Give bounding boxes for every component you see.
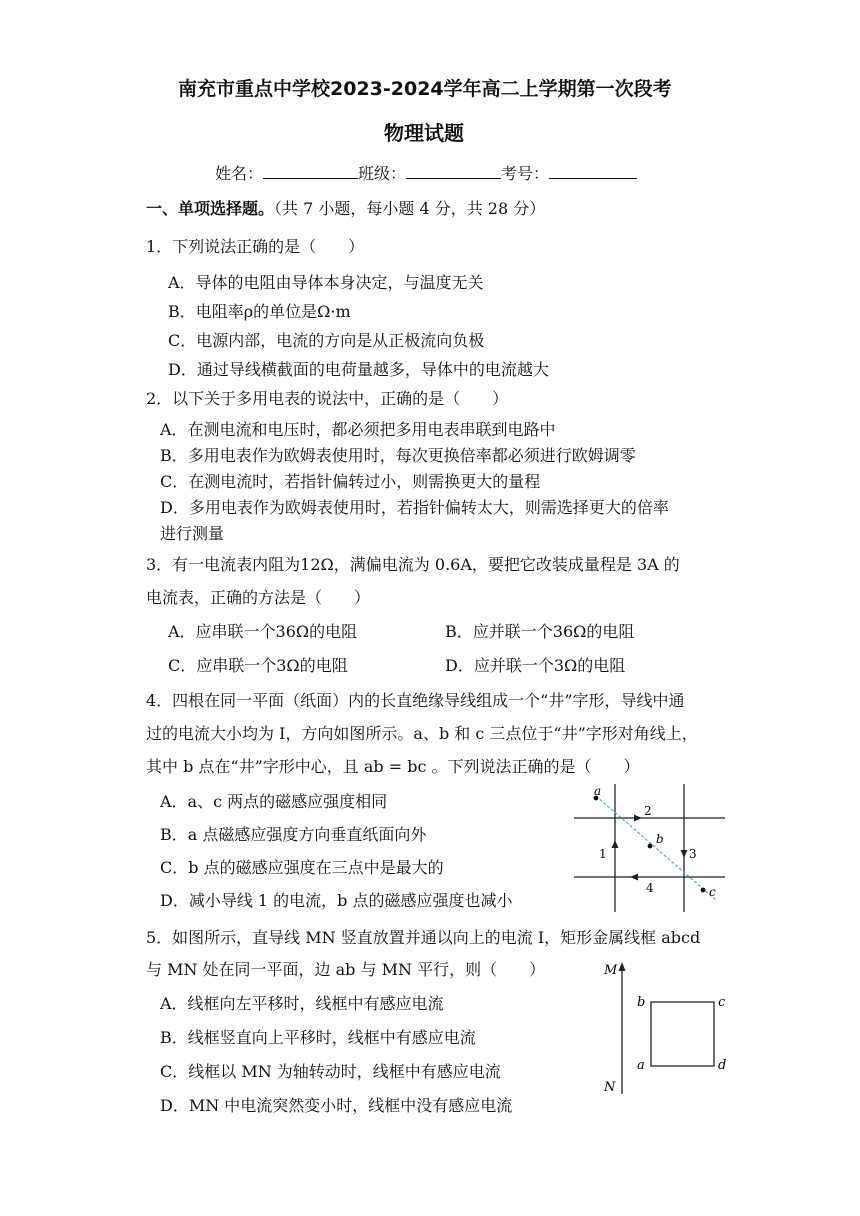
label-b: b bbox=[637, 995, 646, 1010]
class-blank bbox=[406, 162, 501, 179]
label-a: a bbox=[594, 784, 602, 798]
q5-option-a: A．线框向左平移时，线框中有感应电流 bbox=[160, 994, 444, 1013]
wire-1-arrow bbox=[612, 840, 619, 848]
q2-option-d-line1: D．多用电表作为欧姆表使用时，若指针偏转太大，则需选择更大的倍率 bbox=[160, 498, 669, 517]
wire-3-arrow bbox=[681, 850, 688, 858]
section-heading-bold: 一、单项选择题。 bbox=[146, 199, 275, 218]
q1-option-b: B．电阻率ρ的单位是Ω·m bbox=[168, 302, 351, 321]
q1-option-d: D．通过导线横截面的电荷量越多，导体中的电流越大 bbox=[168, 360, 549, 379]
q2-option-a: A．在测电流和电压时，都必须把多用电表串联到电路中 bbox=[160, 420, 556, 439]
q3-stem-line2: 电流表，正确的方法是（ ） bbox=[146, 588, 371, 607]
label-c: c bbox=[718, 995, 726, 1010]
q4-stem-line2: 过的电流大小均为 I，方向如图所示。a、b 和 c 三点位于“井”字形对角线上， bbox=[146, 724, 698, 743]
point-c-dot bbox=[701, 888, 706, 893]
label-m: M bbox=[604, 963, 618, 978]
wire-4-arrow bbox=[630, 874, 638, 881]
q4-stem-line3: 其中 b 点在“井”字形中心，且 ab = bc 。下列说法正确的是（ ） bbox=[146, 757, 640, 776]
q5-stem-line1: 5．如图所示，直导线 MN 竖直放置并通以向上的电流 I，矩形金属线框 abcd bbox=[146, 928, 701, 947]
q4-option-c: C．b 点的磁感应强度在三点中是最大的 bbox=[160, 858, 444, 877]
q5-option-c: C．线框以 MN 为轴转动时，线框中有感应电流 bbox=[160, 1062, 501, 1081]
q3-stem-line1: 3．有一电流表内阻为12Ω，满偏电流为 0.6A，要把它改装成量程是 3A 的 bbox=[146, 555, 680, 574]
label-n: N bbox=[604, 1080, 616, 1095]
q3-option-a: A．应串联一个36Ω的电阻 bbox=[168, 622, 358, 641]
student-info-row bbox=[215, 162, 637, 185]
label-wire-1: 1 bbox=[599, 847, 607, 861]
wire-2-arrow bbox=[634, 815, 642, 822]
q5-option-d: D．MN 中电流突然变小时，线框中没有感应电流 bbox=[160, 1096, 513, 1115]
q3-option-b: B．应并联一个36Ω的电阻 bbox=[445, 622, 635, 641]
q4-well-figure bbox=[570, 784, 730, 914]
label-wire-4: 4 bbox=[646, 881, 654, 895]
rect-frame-abcd bbox=[651, 1002, 714, 1066]
q5-stem-line2: 与 MN 处在同一平面，边 ab 与 MN 平行，则（ ） bbox=[146, 960, 546, 979]
q5-wire-frame-figure bbox=[596, 958, 736, 1098]
q5-option-b: B．线框竖直向上平移时，线框中有感应电流 bbox=[160, 1028, 476, 1047]
q4-option-a: A．a、c 两点的磁感应强度相同 bbox=[160, 792, 388, 811]
q4-option-d: D．减小导线 1 的电流，b 点的磁感应强度也减小 bbox=[160, 891, 513, 910]
q4-option-b: B．a 点磁感应强度方向垂直纸面向外 bbox=[160, 825, 427, 844]
name-label: 姓名： bbox=[215, 164, 264, 183]
q2-option-d-line2: 进行测量 bbox=[160, 524, 225, 543]
point-b-dot bbox=[648, 844, 653, 849]
page-title: 南充市重点中学校2023-2024学年高二上学期第一次段考 bbox=[178, 78, 672, 100]
name-blank bbox=[263, 162, 358, 179]
q2-stem: 2．以下关于多用电表的说法中，正确的是（ ） bbox=[146, 389, 509, 408]
q1-option-c: C．电源内部，电流的方向是从正极流向负极 bbox=[168, 331, 485, 350]
label-wire-2: 2 bbox=[644, 804, 652, 818]
exam-no-blank bbox=[549, 162, 637, 179]
section-heading-rest: （共 7 小题，每小题 4 分，共 28 分） bbox=[274, 199, 546, 218]
q3-option-c: C．应串联一个3Ω的电阻 bbox=[168, 656, 348, 675]
exam-no-label: 考号： bbox=[501, 164, 550, 183]
label-c: c bbox=[709, 885, 716, 899]
q1-option-a: A．导体的电阻由导体本身决定，与温度无关 bbox=[168, 273, 484, 292]
label-a: a bbox=[637, 1058, 645, 1073]
q1-stem: 1．下列说法正确的是（ ） bbox=[146, 237, 365, 256]
section-heading bbox=[146, 198, 545, 220]
label-b: b bbox=[656, 832, 664, 846]
q2-option-b: B．多用电表作为欧姆表使用时，每次更换倍率都必须进行欧姆调零 bbox=[160, 446, 636, 465]
label-d: d bbox=[718, 1058, 727, 1073]
q4-stem-line1: 4．四根在同一平面（纸面）内的长直绝缘导线组成一个“井”字形，导线中通 bbox=[146, 691, 685, 710]
q2-option-c: C．在测电流时，若指针偏转过小，则需换更大的量程 bbox=[160, 472, 541, 491]
wire-mn-arrow bbox=[619, 962, 626, 971]
page-subtitle: 物理试题 bbox=[384, 121, 464, 145]
class-label: 班级： bbox=[358, 164, 407, 183]
q3-option-d: D．应并联一个3Ω的电阻 bbox=[445, 656, 626, 675]
label-wire-3: 3 bbox=[689, 847, 697, 861]
